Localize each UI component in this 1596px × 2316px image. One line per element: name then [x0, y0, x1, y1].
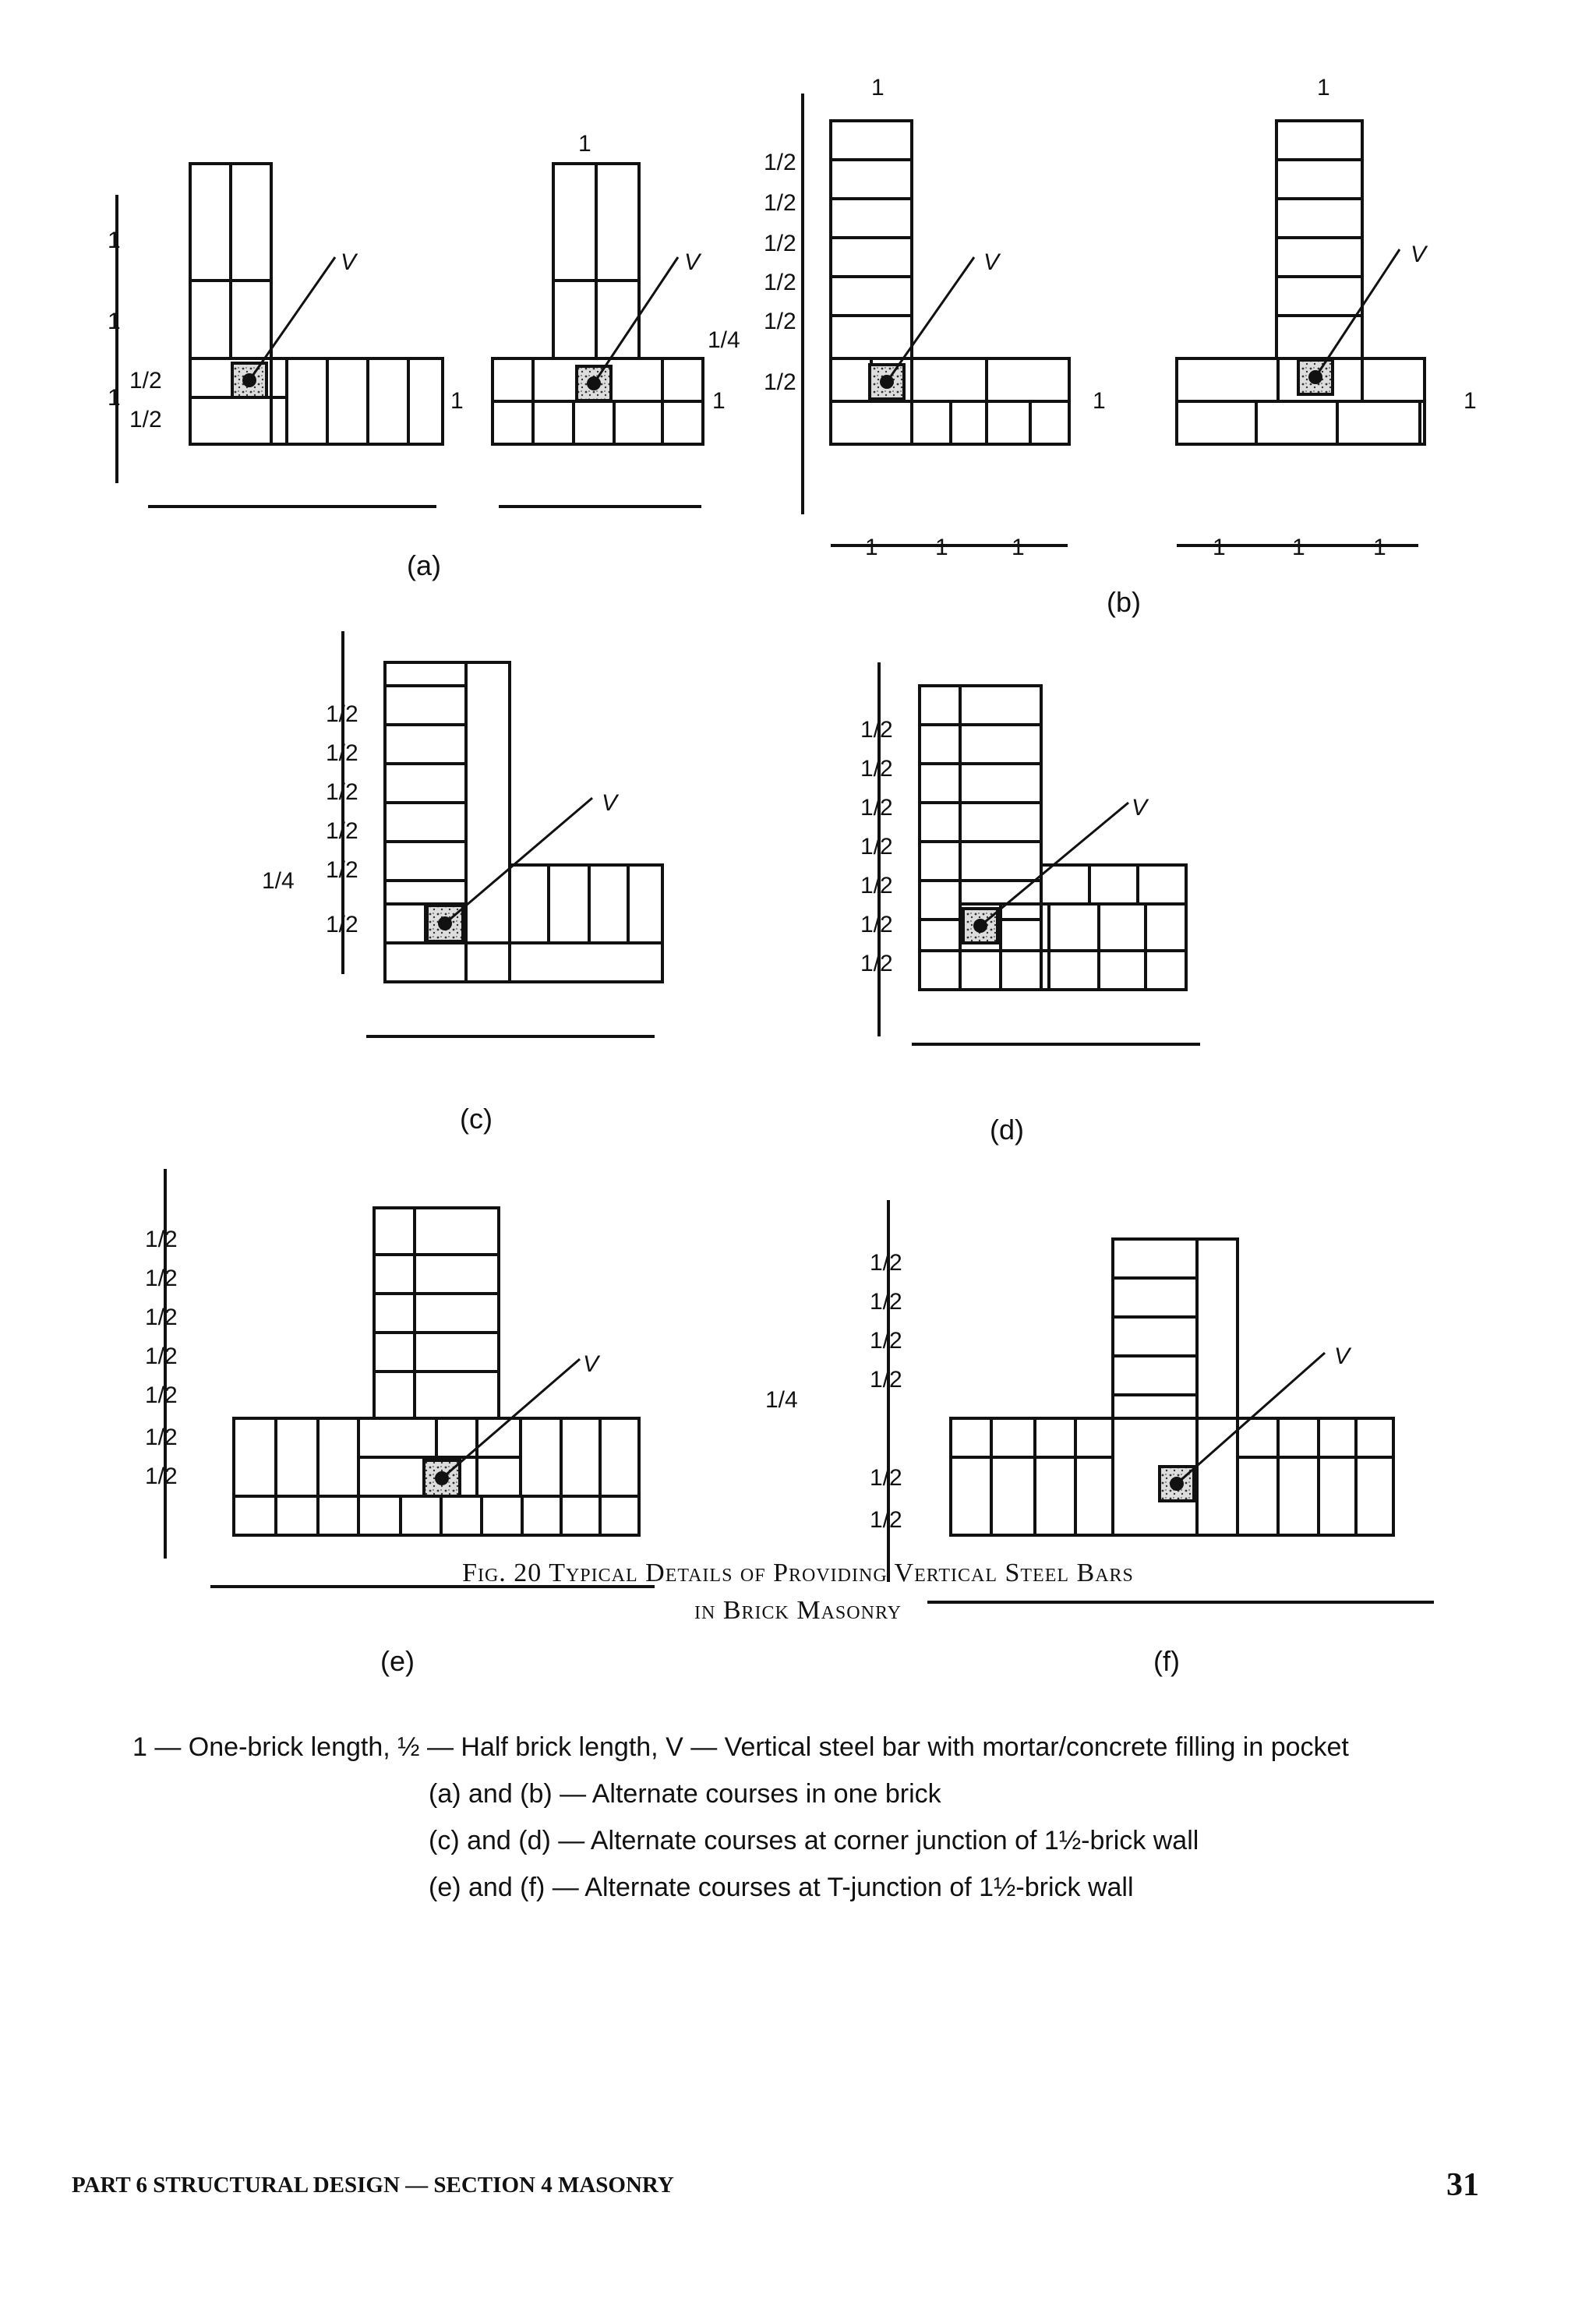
dim-e-half-2: 1/2	[145, 1266, 178, 1291]
dim-b1-1-bottom-2: 1	[935, 535, 948, 560]
dim-f-half-3: 1/2	[870, 1328, 902, 1354]
dim-f-half-5: 1/2	[870, 1465, 902, 1491]
figure-caption-line-2: in Brick Masonry	[694, 1596, 902, 1625]
figure-label-b: (b)	[1107, 586, 1141, 618]
dim-d-half-3: 1/2	[860, 795, 893, 821]
dim-d-half-1: 1/2	[860, 717, 893, 743]
bar-marker-a2: V	[684, 249, 701, 275]
bar-marker-f: V	[1334, 1343, 1351, 1369]
dim-c-half-4: 1/2	[326, 818, 358, 844]
dim-d-half-5: 1/2	[860, 873, 893, 899]
dim-e-half-6: 1/2	[145, 1425, 178, 1450]
dim-d-half-6: 1/2	[860, 912, 893, 937]
dim-a-half-upper: 1/2	[129, 368, 162, 394]
dim-a-1-lower: 1	[108, 385, 121, 411]
a2-leader	[594, 257, 678, 383]
dim-b1-half-2: 1/2	[764, 190, 796, 216]
dim-a-half-lower: 1/2	[129, 407, 162, 432]
dim-b2-1-right: 1	[1464, 388, 1477, 414]
dim-f-half-1: 1/2	[870, 1250, 902, 1276]
dim-b1-1-right: 1	[1093, 388, 1106, 414]
dim-d-half-4: 1/2	[860, 834, 893, 860]
bar-marker-a1: V	[341, 249, 357, 275]
dim-e-half-7: 1/2	[145, 1463, 178, 1489]
dim-b1-1-bottom-1: 1	[865, 535, 878, 560]
dim-b1-half-6: 1/2	[764, 369, 796, 395]
dim-b1-quarter: 1/4	[708, 327, 740, 353]
dim-a-1-mid: 1	[108, 309, 121, 334]
bar-marker-e: V	[583, 1351, 599, 1377]
dim-a-1-upper: 1	[108, 228, 121, 253]
bar-marker-c: V	[602, 790, 618, 816]
dim-b2-1-bottom-2: 1	[1292, 535, 1305, 560]
dim-e-half-1: 1/2	[145, 1227, 178, 1252]
dim-b1-half-1: 1/2	[764, 150, 796, 175]
dim-b1-half-4: 1/2	[764, 270, 796, 295]
dim-f-half-2: 1/2	[870, 1289, 902, 1315]
figure-label-f: (f)	[1153, 1645, 1180, 1677]
running-footer: PART 6 STRUCTURAL DESIGN — SECTION 4 MASONRY	[72, 2173, 674, 2198]
dim-a2-1-top: 1	[578, 131, 591, 157]
figure-legend	[132, 1724, 1473, 1911]
dim-b1-1-top: 1	[871, 75, 885, 101]
a1-leader	[249, 257, 335, 380]
legend-line-e-f: (e) and (f) — Alternate courses at T-junction of 1½-brick wall	[429, 1873, 1134, 1902]
dim-c-half-6: 1/2	[326, 912, 358, 937]
bar-marker-d: V	[1132, 795, 1148, 821]
dim-d-half-2: 1/2	[860, 756, 893, 782]
figure-label-a: (a)	[407, 549, 441, 581]
dim-a-1-right: 1	[450, 388, 464, 414]
dim-f-quarter: 1/4	[765, 1387, 798, 1413]
legend-line-definitions: 1 — One-brick length, ½ — Half brick length, V — Vertical steel bar with mortar/concrete filling in pocket	[132, 1732, 1349, 1762]
dim-c-quarter: 1/4	[262, 868, 295, 894]
dim-c-half-2: 1/2	[326, 740, 358, 766]
d-leg-outline	[1041, 865, 1186, 951]
dim-c-half-3: 1/2	[326, 779, 358, 805]
c-leg-outline	[510, 865, 662, 982]
dim-b1-half-5: 1/2	[764, 309, 796, 334]
dim-b1-half-3: 1/2	[764, 231, 796, 256]
legend-line-a-b: (a) and (b) — Alternate courses in one brick	[429, 1779, 941, 1809]
bar-marker-b1: V	[983, 249, 1000, 275]
dim-f-half-6: 1/2	[870, 1507, 902, 1533]
figure-label-d: (d)	[990, 1114, 1024, 1146]
dim-e-half-5: 1/2	[145, 1382, 178, 1408]
dim-c-half-5: 1/2	[326, 857, 358, 883]
dim-f-half-4: 1/2	[870, 1367, 902, 1393]
figure-label-e: (e)	[380, 1645, 415, 1677]
bar-marker-b2: V	[1411, 242, 1427, 267]
dim-b2-1-bottom-1: 1	[1213, 535, 1226, 560]
a1-leg-outline	[271, 358, 443, 444]
b2-wall-outline	[1276, 121, 1362, 358]
dim-b2-1-top: 1	[1317, 75, 1330, 101]
dim-d-half-7: 1/2	[860, 951, 893, 976]
dim-c-half-1: 1/2	[326, 701, 358, 727]
figure-caption-line-1: Fig. 20 Typical Details of Providing Vertical Steel Bars	[462, 1559, 1134, 1587]
dim-a2-1-right: 1	[712, 388, 726, 414]
e-wall-outline	[374, 1208, 499, 1418]
dim-e-half-4: 1/2	[145, 1343, 178, 1369]
legend-line-c-d: (c) and (d) — Alternate courses at corner junction of 1½-brick wall	[429, 1826, 1199, 1855]
page-number: 31	[1446, 2167, 1479, 2203]
dim-e-half-3: 1/2	[145, 1305, 178, 1330]
figure-label-c: (c)	[460, 1103, 493, 1135]
dim-b2-1-bottom-3: 1	[1373, 535, 1386, 560]
dim-b1-1-bottom-3: 1	[1012, 535, 1025, 560]
